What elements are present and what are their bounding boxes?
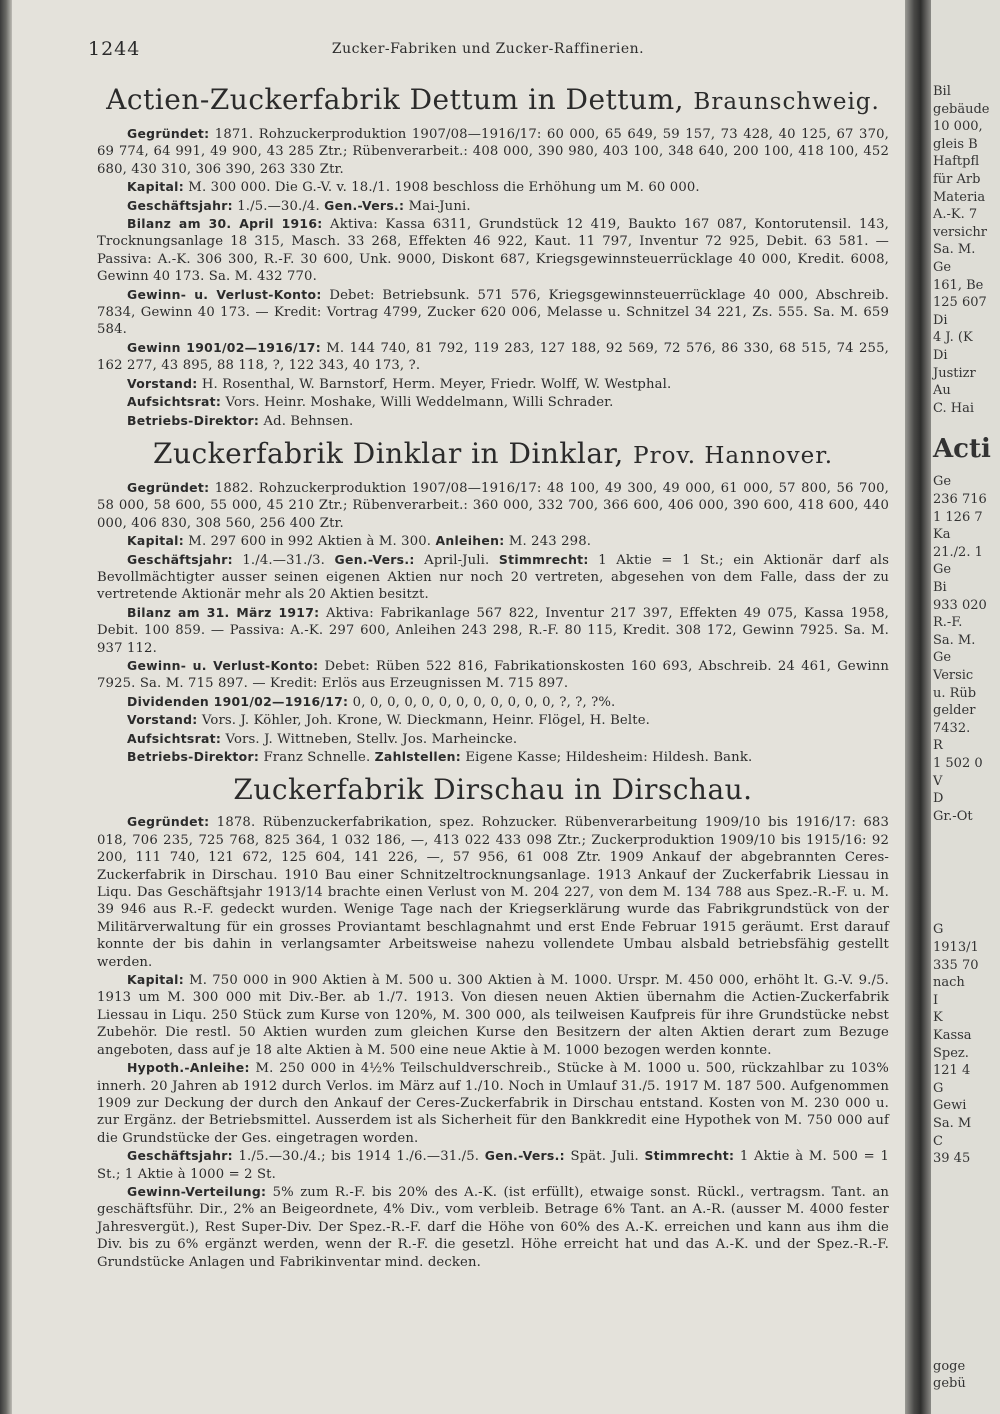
field-label: Gewinn- u. Verlust-Konto: bbox=[127, 286, 322, 302]
entry-paragraph bbox=[97, 551, 889, 604]
facing-page-text: gleis B bbox=[933, 136, 978, 152]
field-label: Gegründet: bbox=[127, 479, 210, 495]
facing-page-text: Ge bbox=[933, 650, 952, 666]
field-label: Geschäftsjahr: bbox=[127, 551, 233, 567]
facing-page-text: Kassa bbox=[933, 1028, 972, 1043]
company-name: Actien-Zuckerfabrik Dettum in Dettum, bbox=[106, 83, 685, 116]
facing-page-text: Acti bbox=[933, 434, 991, 465]
entry-paragraph bbox=[97, 479, 889, 532]
facing-page-text: Sa. M. bbox=[933, 242, 976, 258]
entry-paragraph bbox=[97, 711, 889, 729]
page-right-fragment bbox=[931, 0, 1000, 1414]
facing-page-text: 21./2. 1 bbox=[933, 544, 983, 560]
entry-paragraph bbox=[97, 197, 889, 215]
field-label: Aufsichtsrat: bbox=[127, 730, 222, 746]
field-label: Kapital: bbox=[127, 972, 184, 988]
field-text: Debet: Betriebsunk. 571 576, Kriegsgewinnsteuerrücklage 40 000, Abschreib. 7834, Gewinn 40 173. — Kredit: Vortrag 4799, Zucker 620 006, Melasse u. Schnitzel 34 221, Zs. 555. Sa. M. 659 584. bbox=[97, 287, 889, 338]
field-text: Ad. Behnsen. bbox=[259, 413, 354, 429]
facing-page-text: 933 020 bbox=[933, 597, 987, 613]
company-name: Zuckerfabrik Dirschau in Dirschau. bbox=[233, 773, 753, 807]
facing-page-text: Ka bbox=[933, 527, 951, 543]
company-location: Braunschweig. bbox=[693, 89, 880, 115]
field-text: H. Rosenthal, W. Barnstorf, Herm. Meyer, Friedr. Wolff, W. Westphal. bbox=[197, 376, 672, 392]
field-text: 5% zum R.-F. bis 20% des A.-K. (ist erfüllt), etwaige sonst. Rückl., vertragsm. Tant. an geschäftsführ. Dir., 2% an Beigeordnete, 4% Div., vom verbleib. Betrage 6% Tant. an A.-R. (ausser M. 4000 fester Jahresvergüt.), Rest Super-Div. Der Spez.-R.-F. darf die Höhe von 60% des A.-K. erreichen und kann aus ihm die Div. bis zu 6% ergänzt werden, wenn der R.-F. die gesetzl. Höhe erreicht hat und das A.-K. und der Spez.-R.-F. Grundstücke Anlagen und Fabrikinventar mind. decken. bbox=[97, 1184, 889, 1270]
field-text: 1./5.—30./4. bbox=[232, 198, 325, 214]
facing-page-text: Ge bbox=[933, 260, 952, 275]
company-entry bbox=[97, 436, 889, 767]
facing-page-text: u. Rüb bbox=[933, 685, 977, 701]
field-label: Vorstand: bbox=[127, 712, 198, 728]
entry-paragraph bbox=[97, 532, 889, 550]
entry-paragraph bbox=[97, 730, 889, 748]
field-label: Bilanz am 31. März 1917: bbox=[127, 604, 320, 620]
entry-paragraph bbox=[97, 125, 889, 178]
company-name: Zuckerfabrik Dinklar in Dinklar, bbox=[152, 436, 624, 470]
field-label: Gen.-Vers.: bbox=[484, 1148, 565, 1164]
facing-page-text: 125 607 bbox=[933, 295, 987, 311]
field-text: Vors. J. Köhler, Joh. Krone, W. Dieckmann, Heinr. Flögel, H. Belte. bbox=[197, 713, 651, 729]
company-title bbox=[97, 436, 889, 474]
entry-paragraph bbox=[97, 393, 889, 411]
company-entry bbox=[97, 772, 889, 1271]
field-text: Spät. Juli. bbox=[564, 1149, 645, 1165]
field-label: Stimmrecht: bbox=[644, 1148, 735, 1164]
entry-paragraph bbox=[97, 1183, 889, 1271]
field-text: 1./5.—30./4.; bis 1914 1./6.—31./5. bbox=[232, 1149, 485, 1165]
facing-page-text: Spez. bbox=[933, 1045, 969, 1061]
field-label: Kapital: bbox=[127, 533, 184, 549]
facing-page-text: versichr bbox=[933, 224, 987, 240]
field-label: Zahlstellen: bbox=[374, 749, 462, 764]
field-label: Stimmrecht: bbox=[498, 551, 589, 567]
scan-left-edge bbox=[0, 0, 12, 1414]
facing-page-text: 1 126 7 bbox=[933, 509, 983, 525]
facing-page-text: Haftpfl bbox=[933, 154, 980, 170]
entry-paragraph bbox=[97, 375, 889, 393]
facing-page-text: Ge bbox=[933, 562, 952, 578]
field-label: Gewinn-Verteilung: bbox=[127, 1183, 267, 1199]
facing-page-text: 1913/1 bbox=[933, 940, 979, 955]
facing-page-text: 4 J. (K bbox=[933, 330, 973, 346]
facing-page-text: 10 000, bbox=[933, 119, 983, 135]
entry-paragraph bbox=[97, 412, 889, 430]
field-text: M. 243 298. bbox=[504, 534, 592, 550]
facing-page-text: gebü bbox=[933, 1376, 966, 1392]
facing-page-text: gebäude bbox=[933, 101, 990, 117]
book-gutter bbox=[905, 0, 931, 1414]
field-text: M. 750 000 in 900 Aktien à M. 500 u. 300 Aktien à M. 1000. Urspr. M. 450 000, erhöht lt. G.-V. 9./5. 1913 um M. 300 000 mit Div.-Ber. ab 1./7. 1913. Von diesen neuen Aktien übernahm die Actien-Zuckerfabrik Liessau in Liqu. 250 Stück zum Kurse von 120%, M. 300 000, als teilweisen Kaufpreis für ihre Grundstücke nebst Zubehör. Die restl. 50 Aktien wurden zum gleichen Kurse den Besitzern der alten Aktien derart zum Bezuge angeboten, dass auf je 18 alte Aktien à M. 500 eine neue Aktie à M. 1000 bezogen werden konnte. bbox=[97, 973, 889, 1058]
facing-page-text: R.-F. bbox=[933, 615, 963, 631]
main-column bbox=[97, 82, 889, 1277]
facing-page-text: C bbox=[933, 1133, 943, 1149]
field-text: 0, 0, 0, 0, 0, 0, 0, 0, 0, 0, 0, 0, ?, ?, ?%. bbox=[348, 694, 616, 710]
entry-paragraph bbox=[97, 286, 889, 339]
company-entry bbox=[97, 82, 889, 430]
entry-paragraph bbox=[97, 339, 889, 375]
field-text: Eigene Kasse; Hildesheim: Hildesh. Bank. bbox=[461, 750, 753, 765]
facing-page-text: V bbox=[933, 773, 943, 789]
facing-page-text: G bbox=[933, 1080, 944, 1096]
facing-page-text: goge bbox=[933, 1358, 966, 1374]
company-location: Prov. Hannover. bbox=[633, 442, 834, 469]
entry-paragraph bbox=[97, 748, 889, 766]
entry-paragraph bbox=[97, 1059, 889, 1147]
field-label: Kapital: bbox=[127, 179, 184, 195]
field-text: Debet: Rüben 522 816, Fabrikationskosten 160 693, Abschreib. 24 461, Gewinn 7925. Sa. M. 715 897. — Kredit: Erlös aus Erzeugnissen M. 715 897. bbox=[97, 658, 889, 692]
facing-page-text: Di bbox=[933, 312, 948, 328]
facing-page-text: nach bbox=[933, 975, 965, 991]
field-text: Franz Schnelle. bbox=[259, 750, 375, 765]
entry-paragraph bbox=[97, 813, 889, 971]
facing-page-text: 236 716 bbox=[933, 492, 987, 507]
facing-page-text: 161, Be bbox=[933, 277, 984, 293]
facing-page-text: Bil bbox=[933, 84, 951, 99]
facing-page-text: gelder bbox=[933, 703, 976, 719]
field-label: Gegründet: bbox=[127, 814, 210, 830]
page-number: 1244 bbox=[88, 38, 141, 60]
field-label: Betriebs-Direktor: bbox=[127, 749, 260, 764]
entry-paragraph bbox=[97, 657, 889, 693]
field-label: Gen.-Vers.: bbox=[334, 551, 415, 567]
field-text: 1 Aktie à M. 500 = 1 St.; 1 Aktie à 1000 = 2 St. bbox=[97, 1149, 890, 1182]
facing-page-text: Sa. M bbox=[933, 1116, 972, 1131]
field-label: Gewinn- u. Verlust-Konto: bbox=[127, 657, 319, 673]
field-text: Vors. J. Wittneben, Stellv. Jos. Marheincke. bbox=[221, 731, 518, 747]
field-text: M. 297 600 in 992 Aktien à M. 300. bbox=[183, 534, 436, 550]
field-label: Betriebs-Direktor: bbox=[127, 412, 260, 428]
facing-page-text: 7432. bbox=[933, 720, 971, 736]
entry-paragraph bbox=[97, 604, 889, 657]
field-label: Gen.-Vers.: bbox=[324, 197, 405, 213]
field-text: M. 250 000 in 4½% Teilschuldverschreib., Stücke à M. 1000 u. 500, rückzahlbar zu 103% innerh. 20 Jahren ab 1912 durch Verlos. im März auf 1./10. Noch in Umlauf 31./5. 1917 M. 187 500. Aufgenommen 1909 zur Deckung der durch den Ankauf der Ceres-Zuckerfabrik in Dirschau entstand. Kosten von M. 230 000 u. zur Ergänz. der Betriebsmittel. Ausserdem ist als Sicherheit für den Bankkredit eine Hypothek von M. 750 000 auf die Grundstücke der Ges. eingetragen worden. bbox=[97, 1061, 889, 1146]
field-text: 1882. Rohzuckerproduktion 1907/08—1916/17: 48 100, 49 300, 49 000, 61 000, 57 800, 56 700, 58 000, 58 600, 55 000, 45 210 Ztr.; Rübenverarbeit.: 360 000, 332 700, 366 600, 406 000, 390 600, 418 600, 440 000, 406 830, 308 560, 256 400 Ztr. bbox=[97, 480, 889, 531]
field-label: Gegründet: bbox=[127, 126, 210, 141]
entry-paragraph bbox=[97, 215, 889, 286]
company-title bbox=[97, 772, 889, 808]
field-text: 1878. Rübenzuckerfabrikation, spez. Rohzucker. Rübenverarbeitung 1909/10 bis 1916/17: 683 018, 706 235, 725 768, 825 364, 1 032 186, —, 413 022 433 098 Ztr.; Zuckerproduktion 1909/10 bis 1915/16: 92 200, 111 740, 121 672, 125 604, 141 226, —, 57 956, 61 008 Ztr. 1909 Ankauf der abgebrannten Ceres-Zuckerfabrik in Dirschau. 1910 Bau einer Schnitzeltrocknungsanlage. 1913 Ankauf der Zuckerfabrik Liessau in Liqu. Das Geschäftsjahr 1913/14 brachte einen Verlust von M. 204 227, von dem M. 134 788 aus Spez.-R.-F. u. M. 39 946 aus R.-F. gedeckt wurden. Wenige Tage nach der Kriegserklärung wurde das Fabrikgrundstück von der Militärverwaltung für ein grosses Proviantamt beschlagnahmt und erst Ende Februar 1915 geräumt. Erst darauf konnte der bis dahin in verlangsamter Arbeitsweise nahezu vollendete Umbau alsbald betriebsfähig gestellt werden. bbox=[97, 815, 889, 970]
facing-page-text: Sa. M. bbox=[933, 632, 976, 648]
facing-page-text: C. Hai bbox=[933, 400, 974, 416]
facing-page-text: R bbox=[933, 738, 943, 754]
facing-page-text: D bbox=[933, 791, 944, 807]
field-text: M. 144 740, 81 792, 119 283, 127 188, 92 569, 72 576, 86 330, 68 515, 74 255, 162 277, 43 895, 88 118, ?, 122 343, 40 173, ?. bbox=[97, 340, 889, 374]
facing-page-text: K bbox=[933, 1010, 943, 1026]
field-label: Geschäftsjahr: bbox=[127, 197, 233, 213]
field-text: Aktiva: Kassa 6311, Grundstück 12 419, Baukto 167 087, Kontorutensil. 143, Trocknungsanlage 18 315, Masch. 33 268, Effekten 46 922, Kaut. 11 797, Inventur 72 925, Debit. 63 581. — Passiva: A.-K. 306 300, R.-F. 30 600, Unk. 9000, Diskont 687, Kriegsgewinnsteuerrücklage 40 000, Kredit. 6008, Gewinn 40 173. Sa. M. 432 770. bbox=[97, 217, 889, 285]
entry-paragraph bbox=[97, 693, 889, 711]
field-text: 1871. Rohzuckerproduktion 1907/08—1916/17: 60 000, 65 649, 59 157, 73 428, 40 125, 67 370, 69 774, 64 991, 49 900, 43 285 Ztr.; Rübenverarbeit.: 408 000, 390 980, 403 100, 348 640, 200 100, 418 100, 452 680, 430 310, 306 390, 263 330 Ztr. bbox=[97, 127, 889, 177]
facing-page-text: Versic bbox=[933, 668, 974, 683]
field-label: Geschäftsjahr: bbox=[127, 1148, 233, 1164]
field-label: Gewinn 1901/02—1916/17: bbox=[127, 339, 321, 355]
facing-page-text: Di bbox=[933, 348, 948, 363]
field-text: M. 300 000. Die G.-V. v. 18./1. 1908 beschloss die Erhöhung um M. 60 000. bbox=[183, 180, 700, 196]
facing-page-text: Materia bbox=[933, 189, 986, 205]
field-label: Anleihen: bbox=[435, 533, 505, 549]
facing-page-text: 1 502 0 bbox=[933, 756, 983, 771]
field-text: April-Juli. bbox=[414, 552, 499, 568]
field-label: Bilanz am 30. April 1916: bbox=[127, 216, 323, 232]
entry-paragraph bbox=[97, 971, 889, 1059]
field-text: 1./4.—31./3. bbox=[232, 552, 335, 568]
field-text: Aktiva: Fabrikanlage 567 822, Inventur 217 397, Effekten 49 075, Kassa 1958, Debit. 100 859. — Passiva: A.-K. 297 600, Anleihen 243 298, R.-F. 80 115, Kredit. 308 172, Gewinn 7925. Sa. M. 937 112. bbox=[97, 605, 890, 656]
running-header bbox=[88, 38, 888, 62]
field-label: Hypoth.-Anleihe: bbox=[127, 1060, 250, 1076]
field-label: Aufsichtsrat: bbox=[127, 394, 222, 410]
facing-page-text: G bbox=[933, 922, 944, 938]
facing-page-text: I bbox=[933, 992, 939, 1008]
facing-page-text: Gr.-Ot bbox=[933, 808, 973, 824]
facing-page-text: A.-K. 7 bbox=[933, 207, 978, 223]
field-text: Mai-Juni. bbox=[404, 198, 471, 214]
field-label: Vorstand: bbox=[127, 375, 198, 391]
facing-page-text: Justizr bbox=[933, 365, 976, 381]
facing-page-text: 121 4 bbox=[933, 1063, 971, 1079]
facing-page-text: Gewi bbox=[933, 1098, 967, 1114]
facing-page-text: 39 45 bbox=[933, 1151, 971, 1167]
entry-paragraph bbox=[97, 1147, 889, 1183]
facing-page-text: Au bbox=[933, 383, 951, 399]
facing-page-text: für Arb bbox=[933, 172, 981, 187]
company-title bbox=[97, 82, 889, 120]
field-text: Vors. Heinr. Moshake, Willi Weddelmann, Willi Schrader. bbox=[221, 395, 614, 411]
facing-page-text: 335 70 bbox=[933, 957, 979, 973]
facing-page-text: Bi bbox=[933, 580, 947, 595]
field-label: Dividenden 1901/02—1916/17: bbox=[127, 693, 349, 709]
running-title: Zucker-Fabriken und Zucker-Raffinerien. bbox=[331, 41, 645, 57]
entry-paragraph bbox=[97, 178, 889, 196]
field-text: 1 Aktie = 1 St.; ein Aktionär darf als Bevollmächtigter ausser seinen eigenen Aktien nur noch 20 vertreten, abgesehen von dem Falle, dass der zu vertretende Aktionär mehr als 20 Aktien besitzt. bbox=[97, 552, 889, 603]
facing-page-text: Ge bbox=[933, 474, 952, 490]
